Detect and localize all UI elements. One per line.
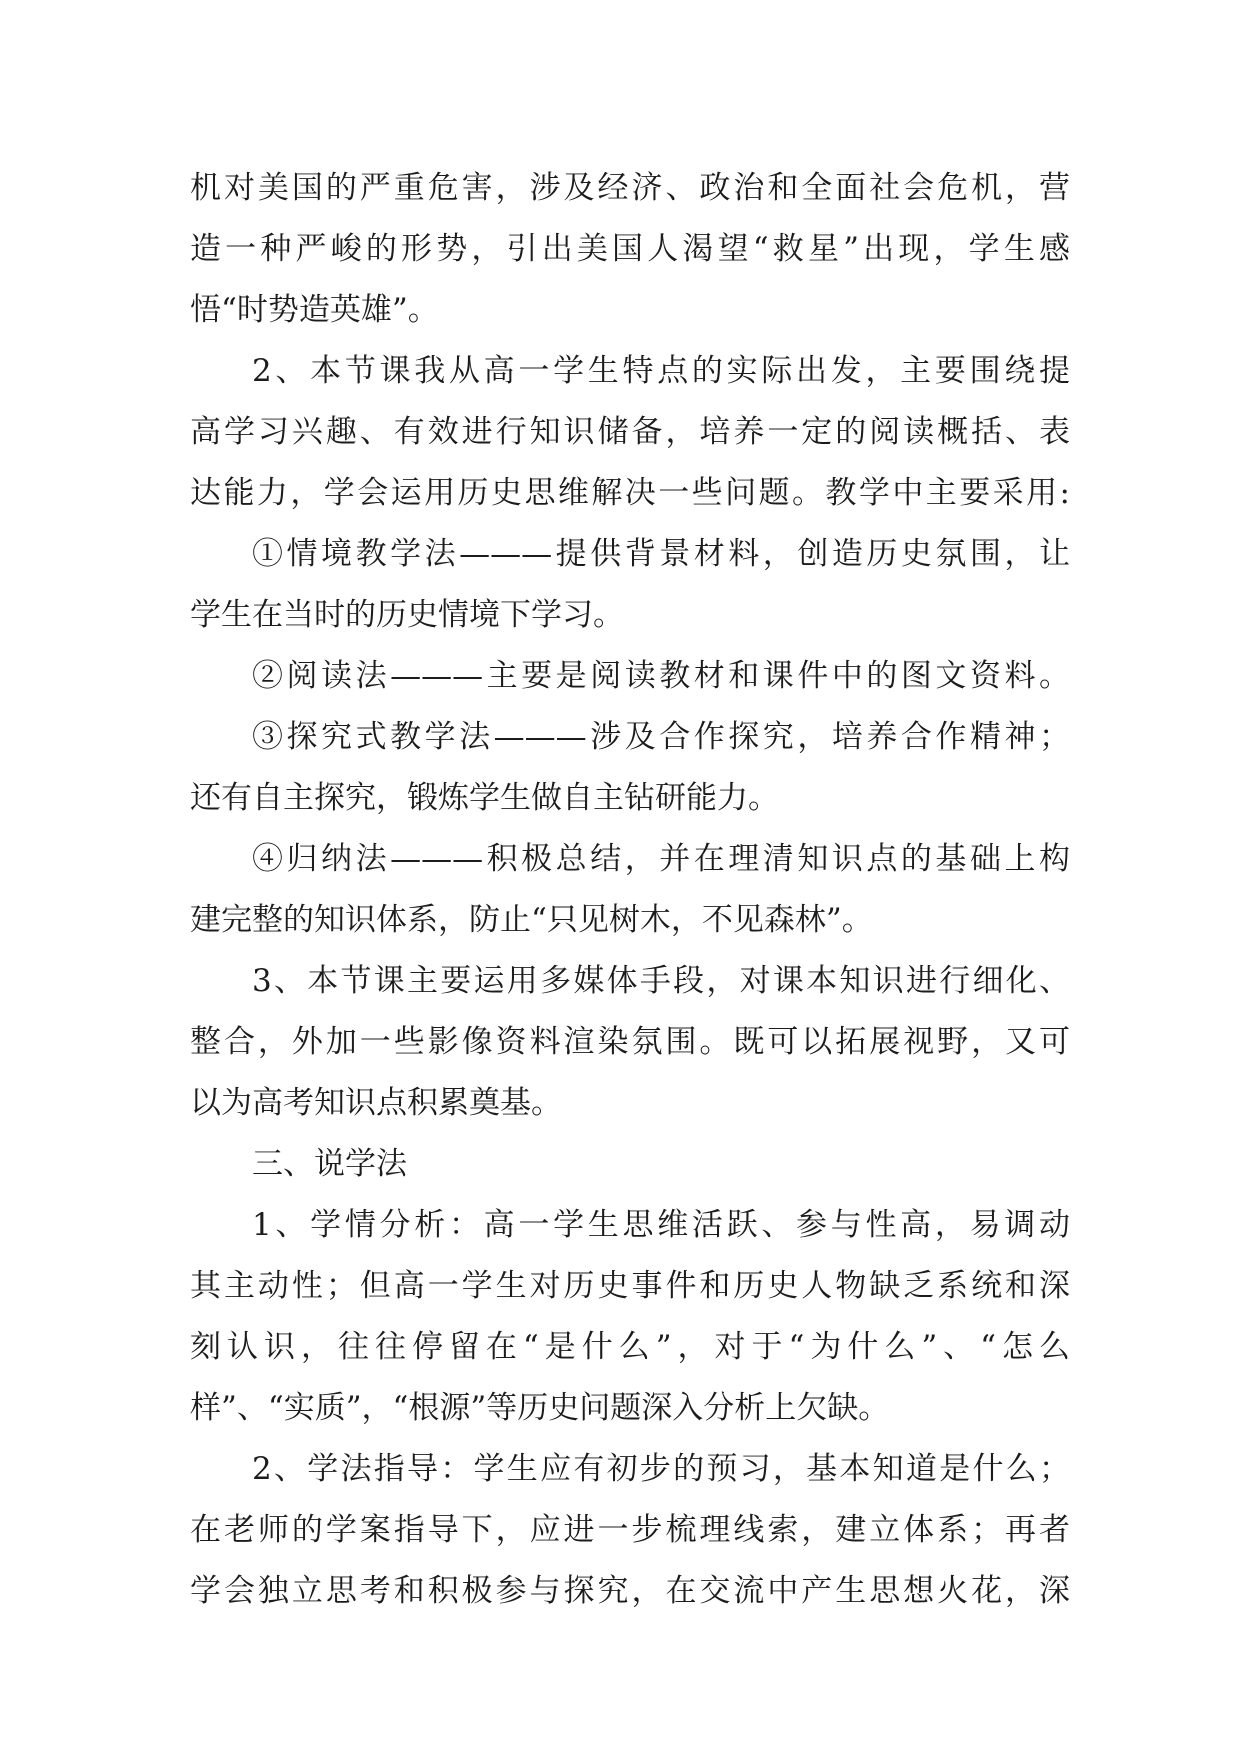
- section-heading: 三、说学法: [252, 1146, 407, 1182]
- text-line: 2、学法指导：学生应有初步的预习，基本知道是什么；: [252, 1451, 1070, 1487]
- text-line: ④归纳法———积极总结，并在理清知识点的基础上构: [252, 841, 1070, 877]
- text-line: ②阅读法———主要是阅读教材和课件中的图文资料。: [252, 658, 1070, 694]
- text-line: 学会独立思考和积极参与探究，在交流中产生思想火花，深: [190, 1573, 1070, 1609]
- text-line: 整合，外加一些影像资料渲染氛围。既可以拓展视野，又可: [190, 1024, 1070, 1060]
- text-line: 建完整的知识体系，防止“只见树木，不见森林”。: [190, 902, 873, 938]
- text-line: 刻认识，往往停留在“是什么”，对于“为什么”、“怎么: [190, 1329, 1070, 1365]
- text-line: 还有自主探究，锻炼学生做自主钻研能力。: [190, 780, 779, 816]
- text-line: 机对美国的严重危害，涉及经济、政治和全面社会危机，营: [190, 170, 1070, 206]
- text-line: 在老师的学案指导下，应进一步梳理线索，建立体系；再者: [190, 1512, 1070, 1548]
- text-line: 样”、“实质”，“根源”等历史问题深入分析上欠缺。: [190, 1390, 890, 1426]
- text-line: 达能力，学会运用历史思维解决一些问题。教学中主要采用:: [190, 475, 1070, 511]
- text-line: 3、本节课主要运用多媒体手段，对课本知识进行细化、: [252, 963, 1070, 999]
- text-line: 2、本节课我从高一学生特点的实际出发，主要围绕提: [252, 353, 1070, 389]
- text-line: 其主动性；但高一学生对历史事件和历史人物缺乏系统和深: [190, 1268, 1070, 1304]
- text-line: ①情境教学法———提供背景材料，创造历史氛围，让: [252, 536, 1070, 572]
- text-line: 学生在当时的历史情境下学习。: [190, 597, 624, 633]
- text-line: 高学习兴趣、有效进行知识储备，培养一定的阅读概括、表: [190, 414, 1070, 450]
- text-line: 造一种严峻的形势，引出美国人渴望“救星”出现，学生感: [190, 231, 1070, 267]
- text-line: 悟“时势造英雄”。: [190, 292, 439, 328]
- text-line: 以为高考知识点积累奠基。: [190, 1085, 562, 1121]
- text-line: ③探究式教学法———涉及合作探究，培养合作精神；: [252, 719, 1070, 755]
- text-line: 1、学情分析：高一学生思维活跃、参与性高，易调动: [252, 1207, 1070, 1243]
- document-body: [190, 158, 1070, 1622]
